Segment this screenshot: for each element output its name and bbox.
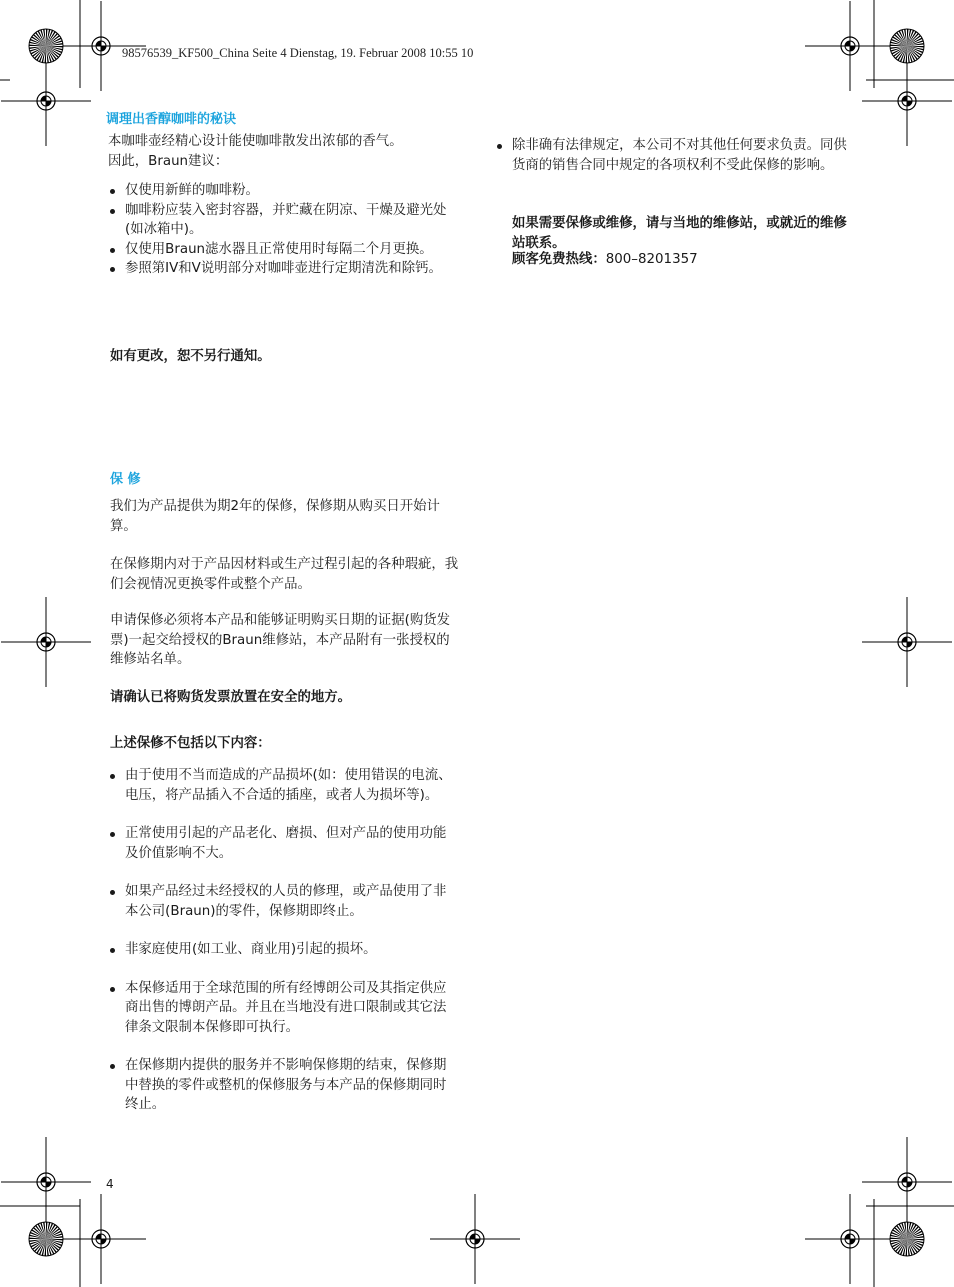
print-slug: 98576539_KF500_China Seite 4 Dienstag, 19. Februar 2008 10:55 10 bbox=[122, 46, 474, 60]
warranty-paragraph: 申请保修必须将本产品和能够证明购买日期的证据(购货发票)一起交给授权的Braun维修站，本产品附有一张授权的维修站名单。 bbox=[110, 613, 450, 667]
starburst-mark bbox=[29, 29, 63, 63]
list-item: 仅使用新鲜的咖啡粉。 bbox=[109, 181, 459, 201]
starburst-mark bbox=[29, 1222, 63, 1256]
tips-list bbox=[109, 181, 459, 279]
registration-mark bbox=[1, 1137, 91, 1227]
list-item: 非家庭使用(如工业、商业用)引起的损坏。 bbox=[109, 940, 459, 960]
intro-text bbox=[108, 132, 460, 171]
change-notice: 如有更改，恕不另行通知。 bbox=[110, 349, 271, 364]
list-item: 仅使用Braun滤水器且正常使用时每隔二个月更换。 bbox=[109, 240, 459, 260]
list-item: 正常使用引起的产品老化、磨损、但对产品的使用功能及价值影响不大。 bbox=[109, 824, 459, 863]
registration-mark bbox=[862, 597, 952, 687]
warranty-heading: 保 修 bbox=[110, 472, 141, 487]
intro-line-1: 本咖啡壶经精心设计能使咖啡散发出浓郁的香气。 bbox=[108, 134, 403, 149]
receipt-notice: 请确认已将购货发票放置在安全的地方。 bbox=[110, 690, 352, 705]
service-contact: 如果需要保修或维修，请与当地的维修站，或就近的维修站联系。 bbox=[512, 216, 847, 251]
warranty-paragraph: 我们为产品提供为期2年的保修，保修期从购买日开始计算。 bbox=[110, 499, 440, 534]
list-item: 由于使用不当而造成的产品损坏(如：使用错误的电流、电压，将产品插入不合适的插座，或者人为损坏等)。 bbox=[109, 766, 459, 805]
legal-list bbox=[496, 136, 848, 175]
registration-mark bbox=[430, 1194, 520, 1284]
registration-mark bbox=[56, 1194, 146, 1284]
tips-heading: 调理出香醇咖啡的秘诀 bbox=[106, 112, 237, 127]
registration-mark bbox=[1, 56, 91, 146]
hotline-label: 顾客免费热线： bbox=[512, 252, 606, 267]
hotline-number: 800–8201357 bbox=[605, 252, 698, 267]
list-item: 在保修期内提供的服务并不影响保修期的结束，保修期中替换的零件或整机的保修服务与本产品的保修期同时终止。 bbox=[109, 1056, 459, 1115]
exclusions-heading: 上述保修不包括以下内容： bbox=[110, 736, 271, 751]
registration-mark bbox=[805, 1, 895, 91]
list-item: 除非确有法律规定，本公司不对其他任何要求负责。同供货商的销售合同中规定的各项权利不受此保修的影响。 bbox=[496, 136, 848, 175]
starburst-mark bbox=[890, 1222, 924, 1256]
exclusions-list bbox=[109, 766, 459, 1134]
page-number: 4 bbox=[106, 1177, 114, 1191]
registration-mark bbox=[862, 1137, 952, 1227]
registration-mark bbox=[862, 56, 952, 146]
list-item: 参照第IV和V说明部分对咖啡壶进行定期清洗和除钙。 bbox=[109, 259, 459, 279]
registration-mark bbox=[805, 1194, 895, 1284]
list-item: 如果产品经过未经授权的人员的修理，或产品使用了非本公司(Braun)的零件，保修期即终止。 bbox=[109, 882, 459, 921]
registration-mark bbox=[1, 597, 91, 687]
warranty-paragraph: 在保修期内对于产品因材料或生产过程引起的各种瑕疵，我们会视情况更换零件或整个产品。 bbox=[110, 557, 459, 592]
list-item: 咖啡粉应装入密封容器，并贮藏在阴凉、干燥及避光处(如冰箱中)。 bbox=[109, 201, 459, 240]
list-item: 本保修适用于全球范围的所有经博朗公司及其指定供应商出售的博朗产品。并且在当地没有进口限制或其它法律条文限制本保修即可执行。 bbox=[109, 979, 459, 1038]
hotline bbox=[512, 250, 698, 270]
intro-line-2: 因此，Braun建议： bbox=[108, 153, 229, 169]
starburst-mark bbox=[890, 29, 924, 63]
